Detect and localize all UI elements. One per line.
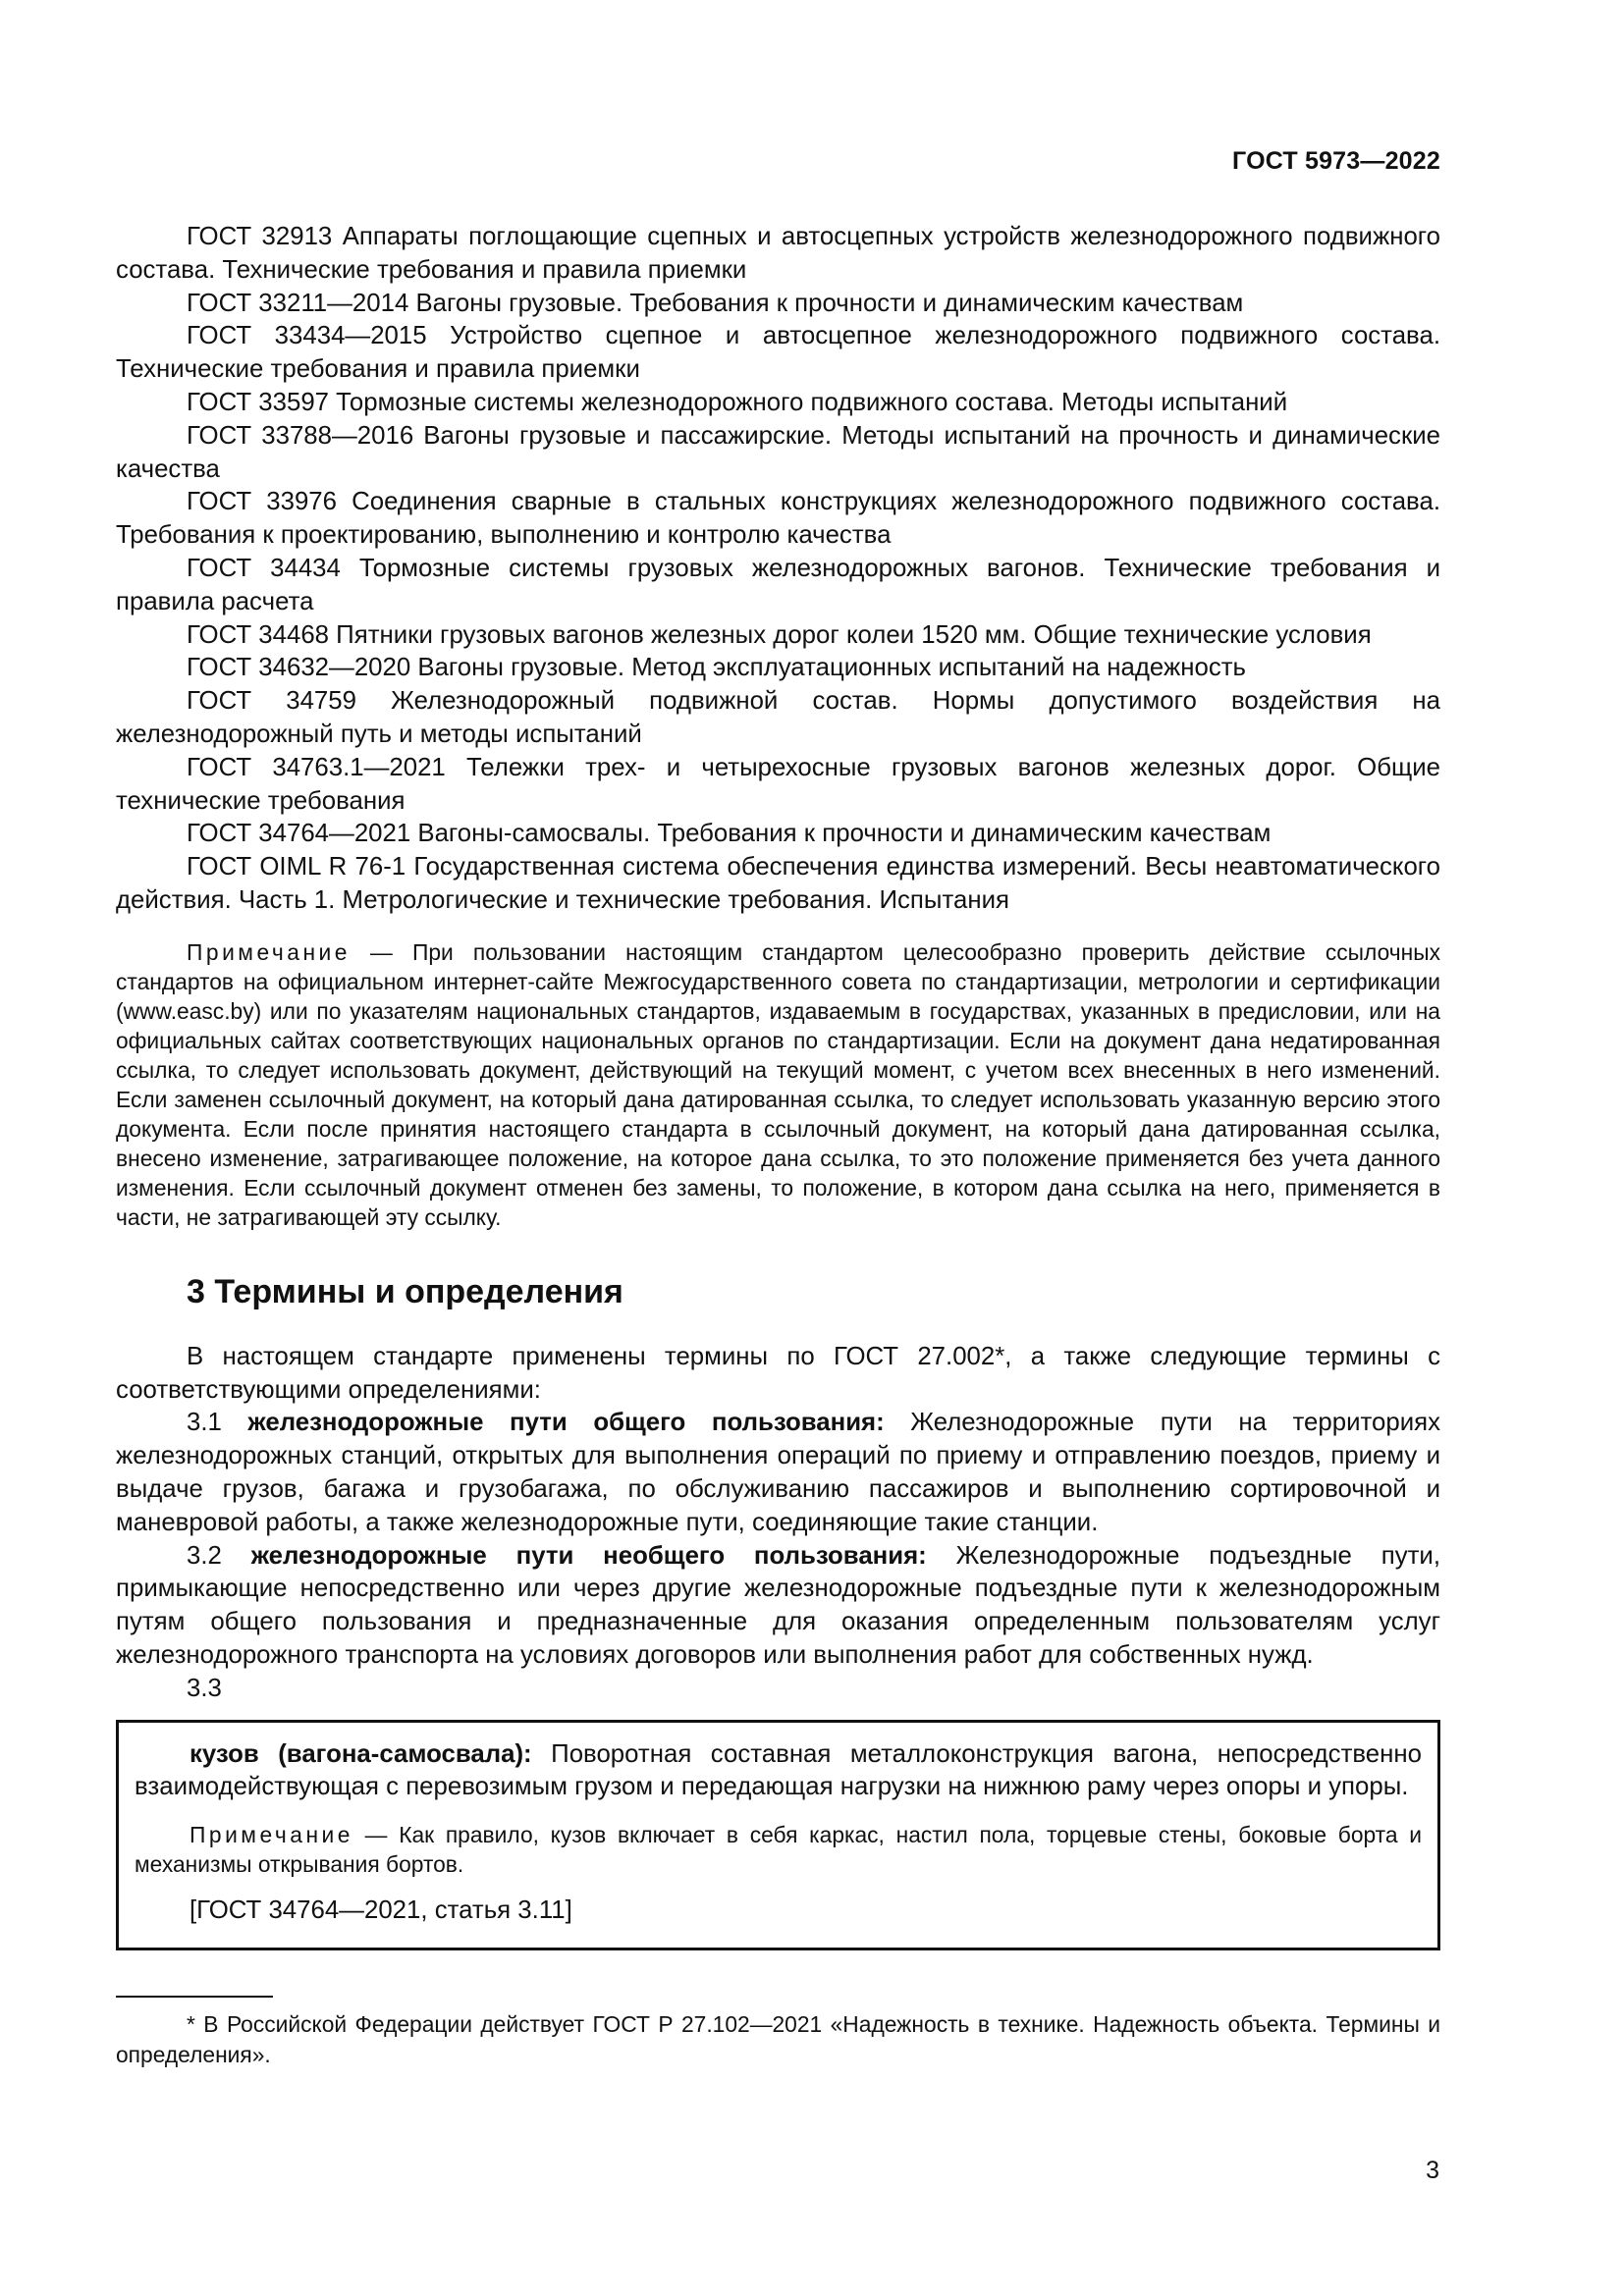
reference-item: ГОСТ 34764—2021 Вагоны-самосвалы. Требования к прочности и динамическим качествам (187, 820, 1272, 848)
reference-item: ГОСТ OIML R 76-1 Государственная система обеспечения единства измерений. Весы неавтоматического действия. Часть 1. Метрологические и технические требования. Испытания (116, 853, 1440, 914)
term-3-1 (116, 1407, 1440, 1539)
reference-item: ГОСТ 33976 Соединения сварные в стальных конструкциях железнодорожного подвижного состава. Требования к проектированию, выполнению и контролю качества (116, 488, 1440, 550)
reference-item: ГОСТ 34632—2020 Вагоны грузовые. Метод эксплуатационных испытаний на надежность (187, 654, 1246, 682)
term-definition: Железнодорожные подъездные пути, примыкающие непосредственно или через другие железнодорожные подъездные пути к железнодорожным путям общего пользования и предназначенные для оказания определенным пользователям услуг железнодорожного транспорта на условиях договоров или выполнения работ для собственных нужд. (116, 1541, 1440, 1669)
term-name: кузов (вагона-самосвала): (189, 1739, 532, 1768)
references-note (116, 937, 1440, 1232)
term-definition: Поворотная составная металлоконструкция вагона, непосредственно взаимодействующая с перевозимым грузом и передающая нагрузки на нижнюю раму через опоры и упоры. (135, 1739, 1422, 1801)
reference-item: ГОСТ 34468 Пятники грузовых вагонов железных дорог колеи 1520 мм. Общие технические условия (187, 620, 1372, 649)
page-number: 3 (1426, 2157, 1439, 2184)
term-3-3-box (116, 1720, 1440, 1950)
note-text: — Как правило, кузов включает в себя каркас, настил пола, торцевые стены, боковые борта и механизмы открывания бортов. (135, 1822, 1422, 1878)
term-source-reference: [ГОСТ 34764—2021, статья 3.11] (189, 1896, 572, 1925)
reference-item: ГОСТ 34759 Железнодорожный подвижной состав. Нормы допустимого воздействия на железнодорожный путь и методы испытаний (116, 687, 1440, 748)
reference-item: ГОСТ 33211—2014 Вагоны грузовые. Требования к прочности и динамическим качествам (187, 289, 1244, 317)
term-3-3 (135, 1738, 1422, 1805)
term-name: железнодорожные пути необщего пользования: (250, 1541, 927, 1570)
reference-item: ГОСТ 33597 Тормозные системы железнодорожного подвижного состава. Методы испытаний (187, 388, 1288, 416)
footnote-divider (116, 1996, 273, 1998)
term-3-3-number: 3.3 (187, 1674, 222, 1702)
reference-item: ГОСТ 33788—2016 Вагоны грузовые и пассажирские. Методы испытаний на прочность и динамические качества (116, 421, 1440, 483)
footnote: * В Российской Федерации действует ГОСТ Р 27.102—2021 «Надежность в технике. Надежность объекта. Термины и определения». (116, 2010, 1440, 2067)
reference-item: ГОСТ 32913 Аппараты поглощающие сцепных и автосцепных устройств железнодорожного подвижного состава. Технические требования и правила приемки (116, 223, 1440, 284)
term-3-3-note (135, 1820, 1422, 1879)
reference-item: ГОСТ 34434 Тормозные системы грузовых железнодорожных вагонов. Технические требования и правила расчета (116, 554, 1440, 615)
note-text: — При пользовании настоящим стандартом целесообразно проверить действие ссылочных стандартов на официальном интернет-сайте Межгосударственного совета по стандартизации, метрологии и сертификации (www.easc.by) или по указателям национальных стандартов, издаваемым в государствах, указанных в предисловии, или на официальных сайтах соответствующих национальных органов по стандартизации. Если на документ дана недатированная ссылка, то следует использовать документ, действующий на текущий момент, с учетом всех внесенных в него изменений. Если заменен ссылочный документ, на который дана датированная ссылка, то следует использовать указанную версию этого документа. Если после принятия настоящего стандарта в ссылочный документ, на который дана датированная ссылка, внесено изменение, затрагивающее положение, на которое дана ссылка, то это положение применяется без учета данного изменения. Если ссылочный документ отменен без замены, то положение, в котором дана ссылка на него, применяется в части, не затрагивающей эту ссылку. (116, 938, 1440, 1230)
section-intro: В настоящем стандарте применены термины по ГОСТ 27.002*, а также следующие термины с соответствующими определениями: (116, 1342, 1440, 1404)
term-number: 3.1 (187, 1409, 248, 1437)
normative-references-list (116, 221, 1440, 918)
page-content (116, 221, 1440, 2070)
document-code-header: ГОСТ 5973—2022 (1232, 147, 1440, 175)
term-3-2 (116, 1540, 1440, 1673)
note-label: Примечание (189, 1822, 353, 1848)
note-label: Примечание (187, 938, 351, 965)
reference-item: ГОСТ 33434—2015 Устройство сцепное и автосцепное железнодорожного подвижного состава. Технические требования и правила приемки (116, 322, 1440, 384)
term-number: 3.2 (187, 1541, 251, 1570)
reference-item: ГОСТ 34763.1—2021 Тележки трех- и четырехосные грузовых вагонов железных дорог. Общие технические требования (116, 753, 1440, 815)
term-definition: Железнодорожные пути на территориях железнодорожных станций, открытых для выполнения операций по приему и отправлению поездов, приему и выдаче грузов, багажа и грузобагажа, по обслуживанию пассажиров и выполнению сортировочной и маневровой работы, а также железнодорожные пути, соединяющие такие станции. (116, 1409, 1440, 1536)
section-title: 3 Термины и определения (187, 1272, 623, 1310)
term-name: железнодорожные пути общего пользования: (247, 1409, 885, 1437)
